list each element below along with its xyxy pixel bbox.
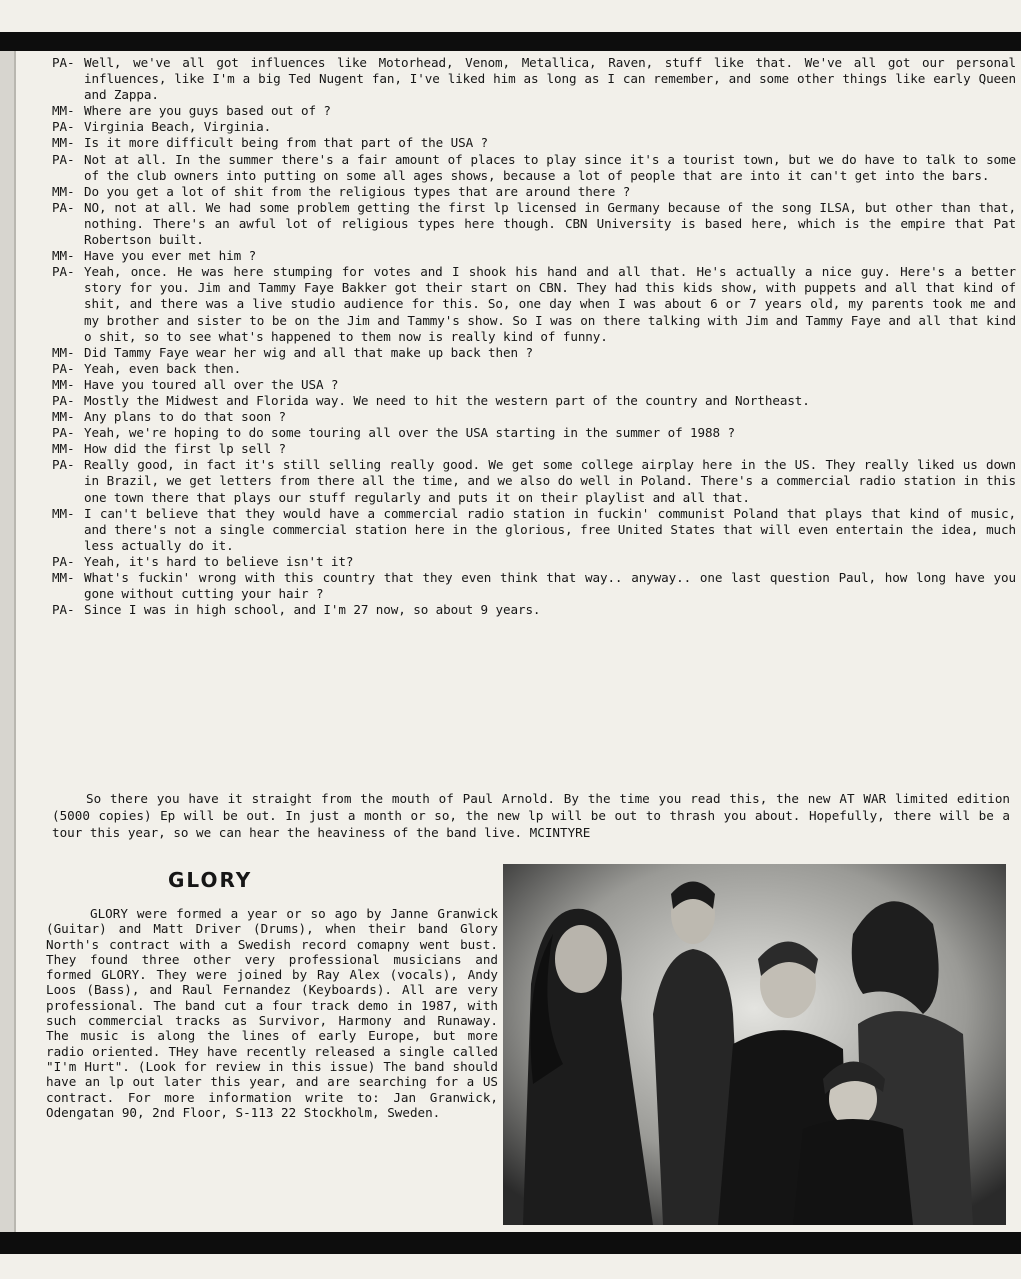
interview-text: Where are you guys based out of ? <box>84 103 331 119</box>
bottom-black-bar <box>0 1232 1021 1254</box>
interview-entry <box>52 425 1016 441</box>
interview-text: Have you toured all over the USA ? <box>84 376 339 392</box>
interview-text: Have you ever met him ? <box>84 248 257 264</box>
speaker-tag: PA- <box>52 392 75 408</box>
band-photo <box>503 864 1006 1225</box>
glory-heading: GLORY <box>168 868 253 892</box>
interview-text: Virginia Beach, Virginia. <box>84 119 272 135</box>
interview-entry <box>52 554 1016 570</box>
speaker-tag: MM- <box>52 248 75 264</box>
speaker-tag: MM- <box>52 376 75 392</box>
top-black-bar <box>0 32 1021 51</box>
speaker-tag: PA- <box>52 264 75 280</box>
speaker-tag: MM- <box>52 505 75 521</box>
speaker-tag: MM- <box>52 183 75 199</box>
interview-text: Do you get a lot of shit from the religious types that are around there ? <box>84 183 631 199</box>
interview-text: How did the first lp sell ? <box>84 441 287 457</box>
interview-entry <box>52 264 1016 344</box>
interview-text: Yeah, we're hoping to do some touring all over the USA starting in the summer of 1988 ? <box>84 425 735 441</box>
interview-entry <box>52 55 1016 103</box>
interview-text: Well, we've all got influences like Motorhead, Venom, Metallica, Raven, stuff like that. We've all got our personal influences, like I'm a big Ted Nugent fan, I've liked him as long as I can remember, and some other things like early Queen and Zappa. <box>84 55 1016 103</box>
interview-text: Yeah, even back then. <box>84 360 242 376</box>
interview-entry <box>52 184 1016 200</box>
interview-entry <box>52 377 1016 393</box>
interview-text: Mostly the Midwest and Florida way. We need to hit the western part of the country and Northeast. <box>84 392 810 408</box>
interview-text: Is it more difficult being from that part of the USA ? <box>84 135 489 151</box>
interview-text: Any plans to do that soon ? <box>84 409 287 425</box>
speaker-tag: MM- <box>52 103 75 119</box>
speaker-tag: PA- <box>52 199 75 215</box>
speaker-tag: PA- <box>52 151 75 167</box>
speaker-tag: PA- <box>52 457 75 473</box>
speaker-tag: PA- <box>52 119 75 135</box>
interview-entry <box>52 441 1016 457</box>
speaker-tag: MM- <box>52 409 75 425</box>
glory-article-body: GLORY were formed a year or so ago by Janne Granwick (Guitar) and Matt Driver (Drums), when their band Glory North's contract with a Swedish record comapny went bust. They found three other very professional musicians and formed GLORY. They were joined by Ray Alex (vocals), Andy Loos (Bass), and Raul Fernandez (Keyboards). All are very professional. The band cut a four track demo in 1987, with such commercial tracks as Survivor, Harmony and Runaway. The music is along the lines of early Europe, but more radio oriented. THey have recently released a single called "I'm Hurt". (Look for review in this issue) The band should have an lp out later this year, and are searching for a US contract. For more information write to: Jan Granwick, Odengatan 90, 2nd Floor, S-113 22 Stockholm, Sweden. <box>46 906 498 1120</box>
interview-entry <box>52 119 1016 135</box>
interview-entry <box>52 457 1016 505</box>
interview-text: I can't believe that they would have a commercial radio station in fuckin' communist Poland that plays that kind of music, and there's not a single commercial station here in the glorious, free United States that will even entertain the idea, much less actually do it. <box>84 505 1016 553</box>
interview-text: Not at all. In the summer there's a fair amount of places to play since it's a tourist town, but we do have to talk to some of the club owners into putting on some all ages shows, because a lot of people that are into it can't get into the bars. <box>84 151 1016 183</box>
interview-text: NO, not at all. We had some problem getting the first lp licensed in Germany because of the song ILSA, but other than that, nothing. There's an awful lot of religious types here though. CBN University is based here, which is the empire that Pat Robertson built. <box>84 199 1016 248</box>
interview-entry <box>52 103 1016 119</box>
interview-entry <box>52 602 1016 618</box>
interview-text: Yeah, it's hard to believe isn't it? <box>84 553 354 569</box>
speaker-tag: MM- <box>52 570 75 585</box>
interview-entry <box>52 361 1016 377</box>
interview-text: Did Tammy Faye wear her wig and all that make up back then ? <box>84 344 533 360</box>
page-spine-line <box>14 51 16 1232</box>
speaker-tag: PA- <box>52 553 75 569</box>
interview-entry <box>52 135 1016 151</box>
interview-closing-paragraph: So there you have it straight from the mouth of Paul Arnold. By the time you read this, the new AT WAR limited edition (5000 copies) Ep will be out. In just a month or so, the new lp will be out to thrash you about. Hopefully, there will be a tour this year, so we can hear the heaviness of the band live. MCINTYRE <box>52 791 1010 840</box>
interview-entry <box>52 345 1016 361</box>
speaker-tag: MM- <box>52 135 75 151</box>
interview-entry <box>52 506 1016 554</box>
speaker-tag: PA- <box>52 425 75 441</box>
speaker-tag: MM- <box>52 344 75 360</box>
speaker-tag: PA- <box>52 360 75 376</box>
interview-text: Since I was in high school, and I'm 27 now, so about 9 years. <box>84 602 541 618</box>
interview-text: What's fuckin' wrong with this country that they even think that way.. anyway.. one last question Paul, how long have you gone without cutting your hair ? <box>84 570 1016 602</box>
interview-entry <box>52 248 1016 264</box>
interview-text: Yeah, once. He was here stumping for votes and I shook his hand and all that. He's actually a nice guy. Here's a better story for you. Jim and Tammy Faye Bakker got their start on CBN. They had this kids show, with puppets and all that kind of shit, and there was a live studio audience for this. So, one day when I was about 6 or 7 years old, my parents took me and my brother and sister to be on the Jim and Tammy's show. So I was on there talking with Jim and Tammy Faye and all that kind o shit, so to see what's happened to them now is really kind of funny. <box>84 264 1016 344</box>
page-left-edge <box>0 51 14 1232</box>
interview-transcript <box>52 55 1016 618</box>
interview-text: Really good, in fact it's still selling really good. We get some college airplay here in the US. They really liked us down in Brazil, we get letters from there all the time, and we also do well in Poland. There's a commercial radio station in this one town there that plays our stuff regularly and puts it on their playlist and all that. <box>84 457 1016 505</box>
speaker-tag: PA- <box>52 602 75 618</box>
speaker-tag: PA- <box>52 55 75 70</box>
interview-entry <box>52 200 1016 248</box>
speaker-tag: MM- <box>52 441 75 457</box>
interview-entry <box>52 409 1016 425</box>
interview-entry <box>52 152 1016 184</box>
interview-entry <box>52 570 1016 602</box>
interview-entry <box>52 393 1016 409</box>
